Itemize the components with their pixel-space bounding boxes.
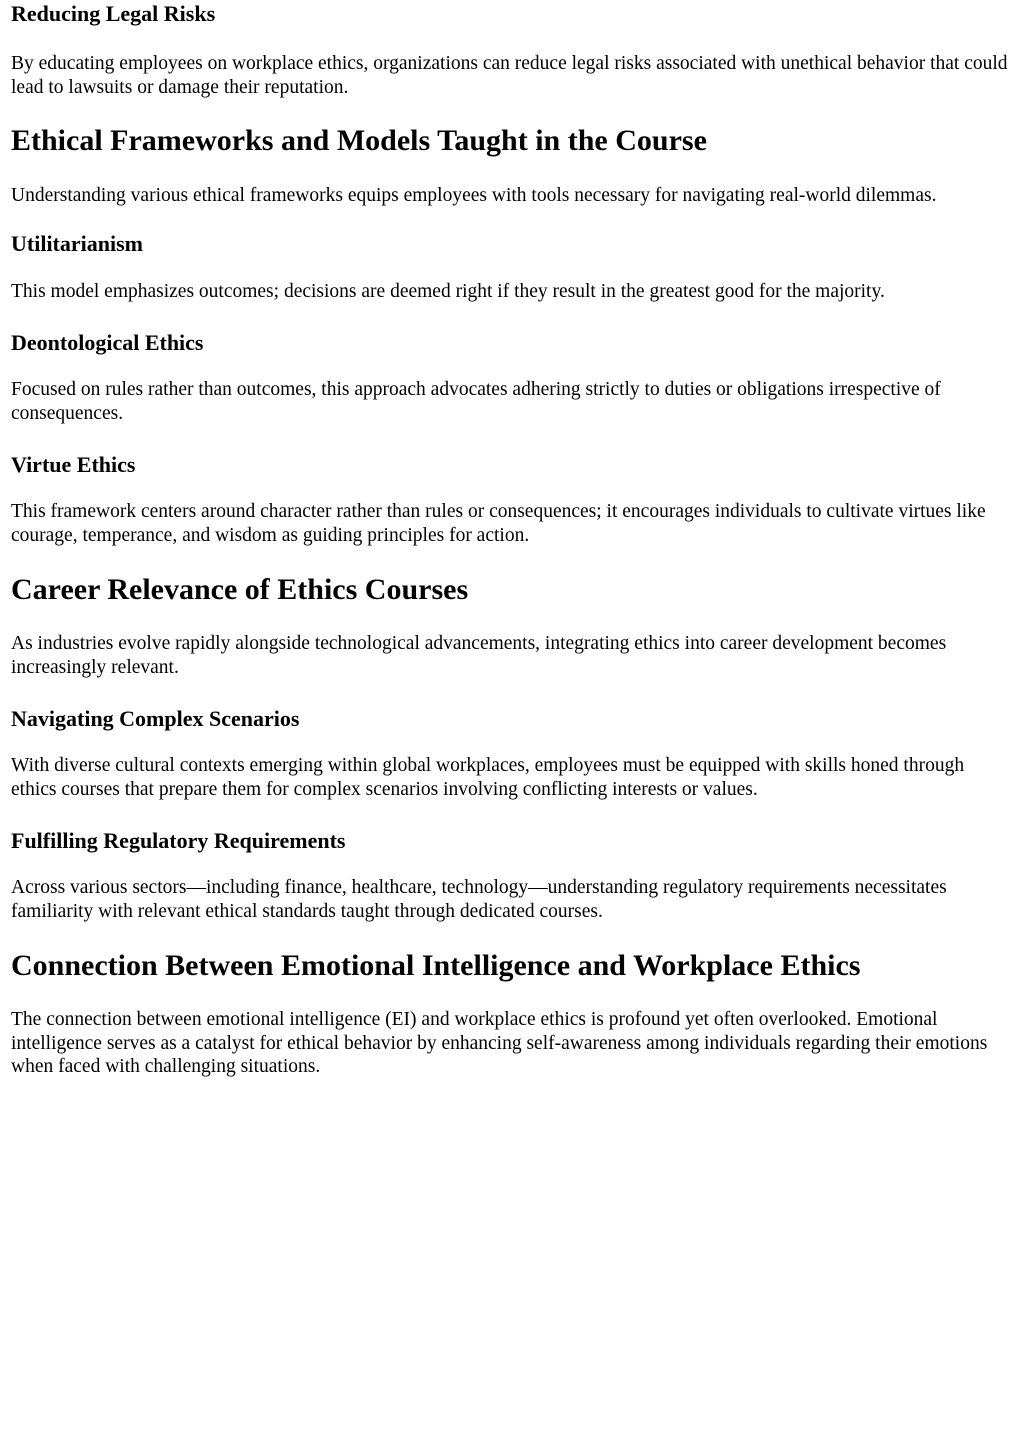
paragraph-emotional-intelligence-connection: The connection between emotional intelligence (EI) and workplace ethics is profound yet often overlooked. Emotional intelligence serves as a catalyst for ethical behavior by enhancing self-awareness among individuals regarding their emotions when faced with challenging situations. <box>11 1009 988 1077</box>
heading-virtue-ethics: Virtue Ethics <box>11 452 136 477</box>
paragraph-career-relevance: As industries evolve rapidly alongside technological advancements, integrating ethics into career development becomes increasingly relevant. <box>11 633 947 678</box>
heading-deontological-ethics: Deontological Ethics <box>11 330 204 355</box>
heading-navigating-complex-scenarios: Navigating Complex Scenarios <box>11 706 300 731</box>
paragraph-deontological-ethics: Focused on rules rather than outcomes, this approach advocates adhering strictly to duties or obligations irrespective of consequences. <box>11 379 941 424</box>
paragraph-virtue-ethics: This framework centers around character rather than rules or consequences; it encourages individuals to cultivate virtues like courage, temperance, and wisdom as guiding principles for action. <box>11 501 986 546</box>
heading-fulfilling-regulatory-requirements: Fulfilling Regulatory Requirements <box>11 828 346 853</box>
heading-reducing-legal-risks: Reducing Legal Risks <box>11 1 216 26</box>
heading-ethical-frameworks: Ethical Frameworks and Models Taught in the Course <box>11 124 707 157</box>
paragraph-navigating-complex-scenarios: With diverse cultural contexts emerging within global workplaces, employees must be equipped with skills honed through ethics courses that prepare them for complex scenarios involving conflicting interests or values. <box>11 755 965 800</box>
paragraph-ethical-frameworks: Understanding various ethical frameworks equips employees with tools necessary for navigating real-world dilemmas. <box>11 185 937 206</box>
paragraph-utilitarianism: This model emphasizes outcomes; decisions are deemed right if they result in the greatest good for the majority. <box>11 280 885 302</box>
heading-emotional-intelligence-connection: Connection Between Emotional Intelligence and Workplace Ethics <box>11 949 861 982</box>
paragraph-reducing-legal-risks: By educating employees on workplace ethics, organizations can reduce legal risks associated with unethical behavior that could lead to lawsuits or damage their reputation. <box>11 53 1008 98</box>
heading-utilitarianism: Utilitarianism <box>11 230 143 256</box>
heading-career-relevance: Career Relevance of Ethics Courses <box>11 573 469 606</box>
paragraph-fulfilling-regulatory-requirements: Across various sectors—including finance, healthcare, technology—understanding regulatory requirements necessitates familiarity with relevant ethical standards taught through dedicated courses. <box>11 877 947 922</box>
